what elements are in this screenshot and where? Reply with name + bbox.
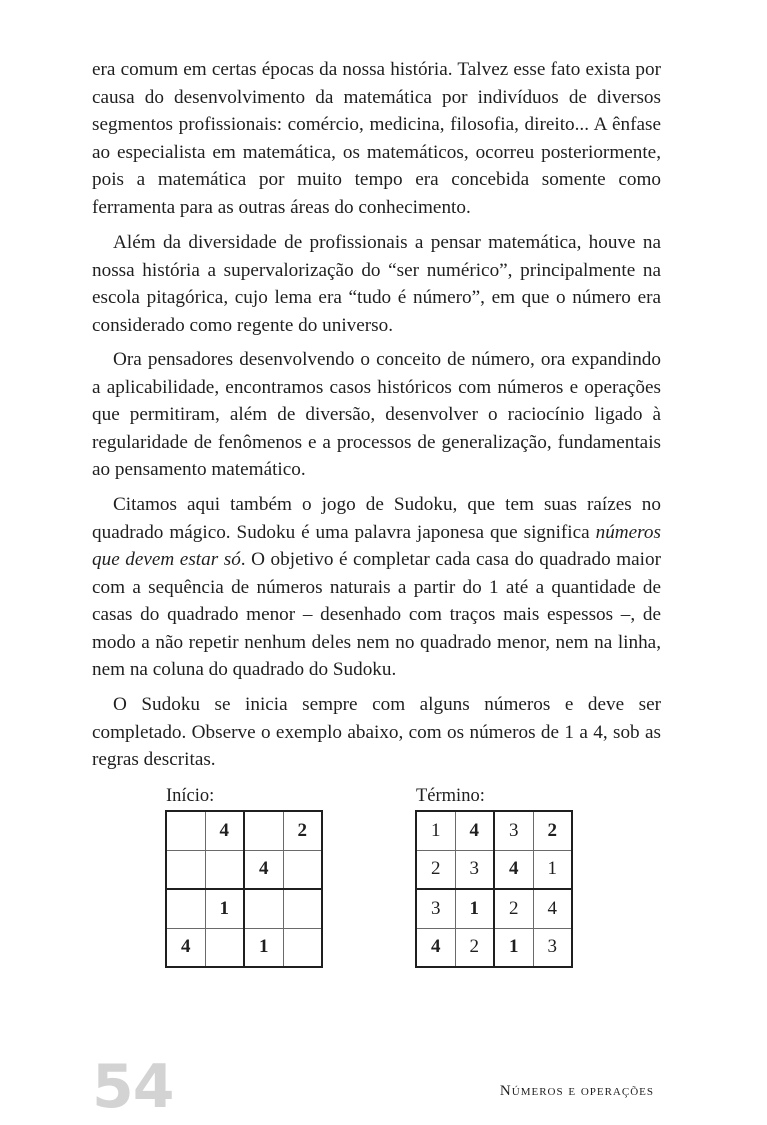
sudoku-cell: 4 [166, 928, 205, 967]
sudoku-cell [166, 889, 205, 928]
sudoku-cell: 2 [283, 811, 322, 850]
sudoku-row [166, 928, 322, 967]
sudoku-cell [205, 850, 244, 889]
sudoku-cell: 1 [494, 928, 533, 967]
sudoku-row [166, 889, 322, 928]
paragraph-1: era comum em certas épocas da nossa história. Talvez esse fato exista por causa do desenvolvimento da matemática por indivíduos de diversos segmentos profissionais: comércio, medicina, filosofia, direito... A ênfase ao especialista em matemática, os matemáticos, ocorreu posteriormente, pois a matemática por muito tempo era concebida somente como ferramenta para as outras áreas do conhecimento. [92, 59, 661, 218]
paragraph-2: Além da diversidade de profissionais a pensar matemática, houve na nossa história a supervalorização do “ser numérico”, principalmente na escola pitagórica, cujo lema era “tudo é número”, em que o número era considerado como regente do universo. [92, 232, 661, 336]
page-number: 54 [92, 1052, 174, 1122]
paragraph-3: Ora pensadores desenvolvendo o conceito de número, ora expandindo a aplicabilidade, encontramos casos históricos com números e operações que permitiram, além de diversão, desenvolver o raciocínio ligado à regularidade de fenômenos e a processos de generalização, fundamentais ao pensamento matemático. [92, 349, 661, 480]
sudoku-row [166, 850, 322, 889]
sudoku-cell: 4 [455, 811, 494, 850]
sudoku-cell: 4 [533, 889, 572, 928]
paragraph-4-italic-term: números que devem estar só [92, 521, 661, 570]
sudoku-cell: 4 [244, 850, 283, 889]
sudoku-cell: 2 [455, 928, 494, 967]
sudoku-cell: 4 [416, 928, 455, 967]
sudoku-cell [166, 850, 205, 889]
sudoku-end-grid [415, 810, 573, 968]
sudoku-start-grid [165, 810, 323, 968]
sudoku-cell: 4 [205, 811, 244, 850]
sudoku-cell: 2 [416, 850, 455, 889]
sudoku-row [166, 811, 322, 850]
sudoku-cell [283, 928, 322, 967]
sudoku-cell [283, 850, 322, 889]
paragraph-4 [92, 491, 661, 684]
sudoku-cell: 3 [416, 889, 455, 928]
sudoku-cell: 1 [533, 850, 572, 889]
sudoku-row [416, 928, 572, 967]
sudoku-start-label: Início: [166, 786, 215, 806]
sudoku-row [416, 811, 572, 850]
sudoku-cell: 2 [533, 811, 572, 850]
sudoku-cell [205, 928, 244, 967]
sudoku-cell: 1 [205, 889, 244, 928]
sudoku-cell [244, 889, 283, 928]
paragraph-5: O Sudoku se inicia sempre com alguns números e deve ser completado. Observe o exemplo abaixo, com os números de 1 a 4, sob as regras descritas. [92, 694, 661, 770]
sudoku-row [416, 850, 572, 889]
running-head: Números e operações [499, 1083, 654, 1099]
sudoku-cell [283, 889, 322, 928]
sudoku-cell: 3 [455, 850, 494, 889]
paragraph-4-text-start: Citamos aqui também o jogo de Sudoku, que tem suas raízes no quadrado mágico. Sudoku é uma palavra japonesa que significa [92, 494, 661, 543]
sudoku-cell [166, 811, 205, 850]
sudoku-cell: 4 [494, 850, 533, 889]
sudoku-row [416, 889, 572, 928]
sudoku-cell: 1 [455, 889, 494, 928]
sudoku-end-label: Término: [416, 786, 485, 806]
sudoku-cell: 3 [533, 928, 572, 967]
sudoku-cell: 1 [244, 928, 283, 967]
sudoku-cell: 2 [494, 889, 533, 928]
sudoku-cell: 3 [494, 811, 533, 850]
sudoku-cell: 1 [416, 811, 455, 850]
sudoku-cell [244, 811, 283, 850]
paragraph-4-text-end: . O objetivo é completar cada casa do quadrado maior com a sequência de números naturais a partir do 1 até a quantidade de casas do quadrado menor – desenhado com traços mais espessos –, de modo a não repetir nenhum deles nem no quadrado menor, nem na linha, nem na coluna do quadrado do Sudoku. [92, 549, 662, 680]
